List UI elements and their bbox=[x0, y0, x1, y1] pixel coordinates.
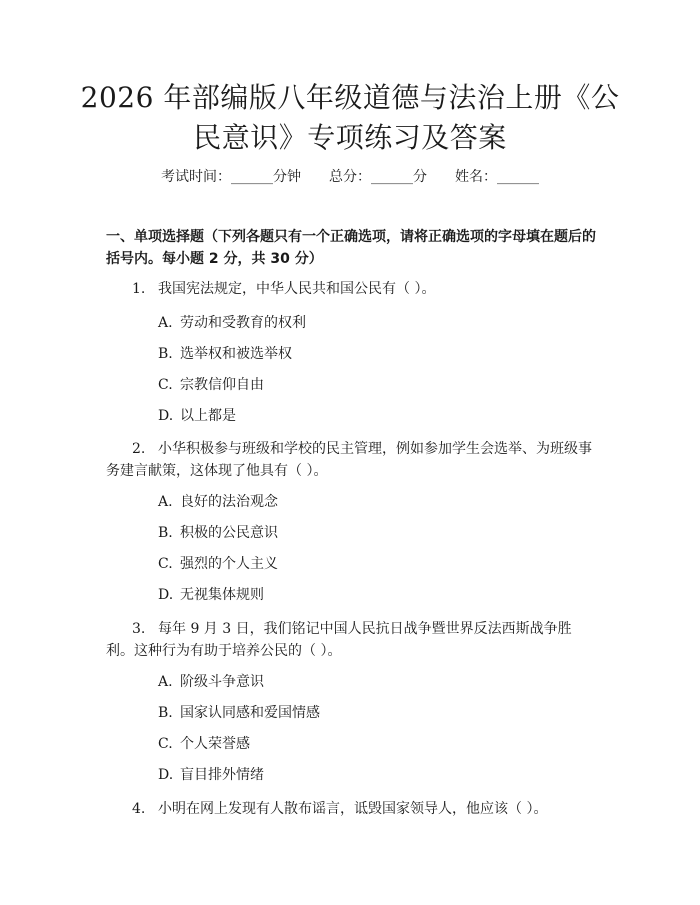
option-3a bbox=[158, 672, 578, 692]
option-letter: B. bbox=[158, 705, 173, 721]
option-1c bbox=[158, 375, 578, 395]
option-3c bbox=[158, 734, 578, 754]
option-1b bbox=[158, 344, 578, 364]
option-2a bbox=[158, 492, 578, 512]
question-stem: 每年 9 月 3 日，我们铭记中国人民抗日战争暨世界反法西斯战争胜利。这种行为有助于培养公民的（ ）。 bbox=[106, 621, 572, 659]
question-number: 2. bbox=[132, 441, 146, 457]
option-letter: D. bbox=[158, 408, 174, 424]
option-3b bbox=[158, 703, 578, 723]
option-text: 强烈的个人主义 bbox=[180, 556, 278, 572]
option-letter: C. bbox=[158, 556, 173, 572]
question-4 bbox=[106, 798, 596, 820]
exam-time-label: 考试时间：______分钟 bbox=[161, 169, 301, 185]
option-letter: A. bbox=[158, 674, 173, 690]
question-3 bbox=[106, 618, 596, 662]
option-letter: B. bbox=[158, 346, 173, 362]
option-3d bbox=[158, 765, 578, 785]
option-text: 良好的法治观念 bbox=[180, 494, 278, 510]
total-score-label: 总分：______分 bbox=[329, 169, 427, 185]
option-letter: C. bbox=[158, 377, 173, 393]
option-text: 宗教信仰自由 bbox=[180, 377, 264, 393]
document-title: 2026 年部编版八年级道德与法治上册《公民意识》专项练习及答案 bbox=[80, 81, 620, 154]
option-text: 国家认同感和爱国情感 bbox=[180, 705, 320, 721]
question-2 bbox=[106, 438, 596, 482]
question-1 bbox=[106, 278, 596, 300]
option-2c bbox=[158, 554, 578, 574]
option-text: 个人荣誉感 bbox=[180, 736, 250, 752]
option-1d bbox=[158, 406, 578, 426]
question-number: 1. bbox=[132, 281, 146, 297]
option-letter: A. bbox=[158, 315, 173, 331]
option-text: 盲目排外情绪 bbox=[180, 767, 264, 783]
section-heading: 一、单项选择题（下列各题只有一个正确选项，请将正确选项的字母填在题后的括号内。每小题 2 分，共 30 分） bbox=[106, 229, 596, 267]
question-stem: 小明在网上发现有人散布谣言，诋毁国家领导人，他应该（ ）。 bbox=[158, 801, 548, 817]
option-text: 积极的公民意识 bbox=[180, 525, 278, 541]
option-2d bbox=[158, 585, 578, 605]
exam-info-line bbox=[0, 167, 700, 187]
question-stem: 我国宪法规定，中华人民共和国公民有（ ）。 bbox=[158, 281, 436, 297]
option-letter: B. bbox=[158, 525, 173, 541]
option-text: 阶级斗争意识 bbox=[180, 674, 264, 690]
option-letter: A. bbox=[158, 494, 173, 510]
option-text: 劳动和受教育的权利 bbox=[180, 315, 306, 331]
student-name-label: 姓名：______ bbox=[455, 169, 539, 185]
option-text: 以上都是 bbox=[180, 408, 236, 424]
option-letter: D. bbox=[158, 587, 174, 603]
option-1a bbox=[158, 313, 578, 333]
option-text: 选举权和被选举权 bbox=[180, 346, 292, 362]
option-letter: C. bbox=[158, 736, 173, 752]
option-letter: D. bbox=[158, 767, 174, 783]
option-2b bbox=[158, 523, 578, 543]
question-number: 4. bbox=[132, 801, 146, 817]
option-text: 无视集体规则 bbox=[180, 587, 264, 603]
question-stem: 小华积极参与班级和学校的民主管理，例如参加学生会选举、为班级事务建言献策，这体现了他具有（ ）。 bbox=[106, 441, 592, 479]
question-number: 3. bbox=[132, 621, 146, 637]
